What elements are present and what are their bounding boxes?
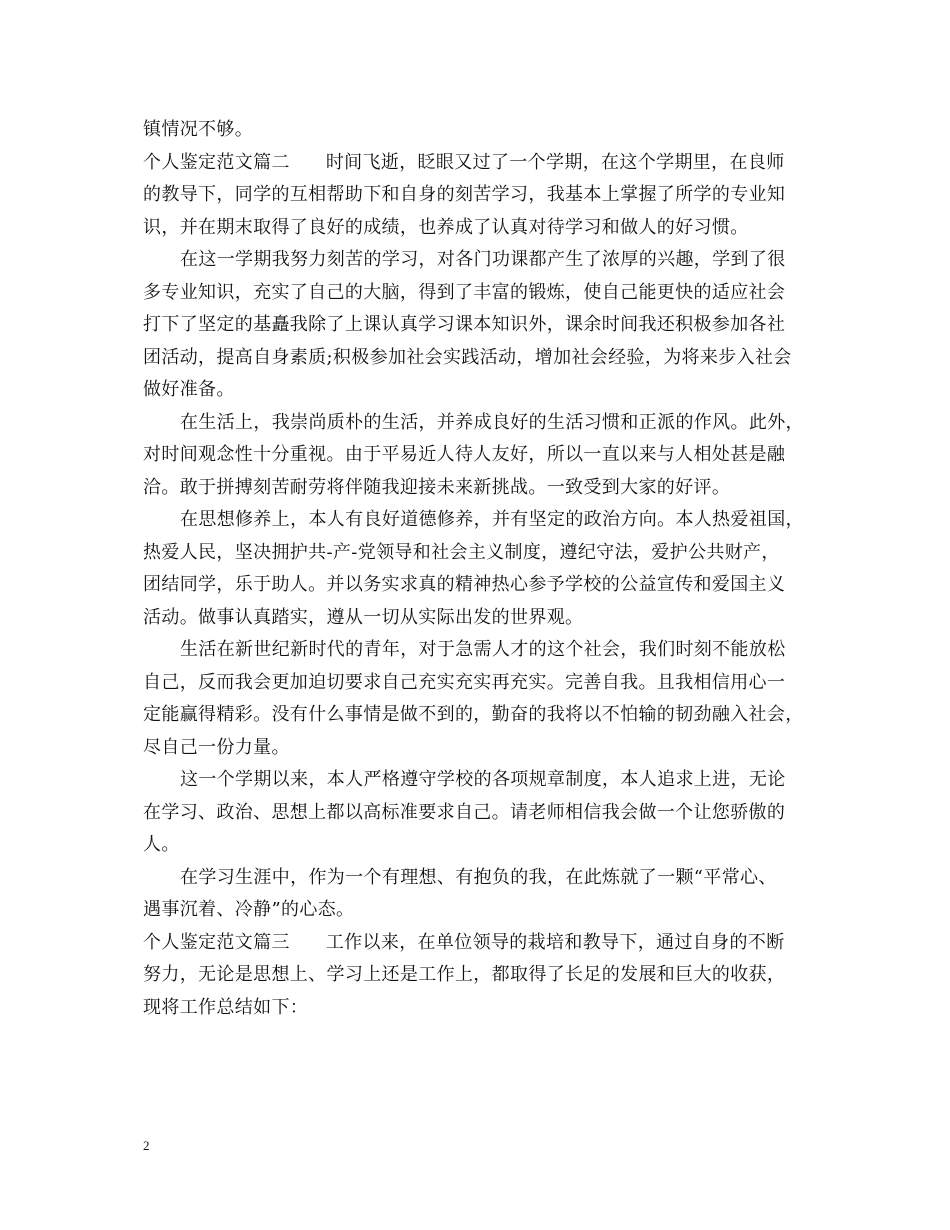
text-line: 识，并在期末取得了良好的成绩，也养成了认真对待学习和做人的好习惯。 (143, 216, 749, 238)
text-line: 自己，反而我会更加迫切要求自己充实充实再充实。完善自我。且我相信用心一 (143, 671, 786, 693)
paragraph-start-line: 生活在新世纪新时代的青年，对于急需人才的这个社会，我们时刻不能放松 (180, 639, 786, 660)
text-line: 活动。做事认真踏实，遵从一切从实际出发的世界观。 (143, 606, 584, 628)
section-text: 时间飞逝，眨眼又过了一个学期，在这个学期里，在良师 (325, 151, 785, 173)
document-body (143, 114, 808, 1024)
section-heading-line (143, 927, 808, 960)
text-line: 对时间观念性十分重视。由于平易近人待人友好，所以一直以来与人相处甚是融 (143, 444, 786, 465)
text-line: 现将工作总结如下： (143, 996, 309, 1018)
text-line: 团结同学，乐于助人。并以务实求真的精神热心参予学校的公益宣传和爱国主义 (143, 574, 786, 595)
text-line: 定能赢得精彩。没有什么事情是做不到的，勤奋的我将以不怕输的韧劲融入社会， (143, 704, 804, 725)
text-line: 多专业知识，充实了自己的大脑，得到了丰富的锻炼，使自己能更快的适应社会 (143, 281, 786, 303)
text-line: 的教导下，同学的互相帮助下和自身的刻苦学习，我基本上掌握了所学的专业知 (143, 184, 786, 205)
text-line: 尽自己一份力量。 (143, 736, 290, 758)
text-line: 洽。敢于拼搏刻苦耐劳将伴随我迎接未来新挑战。一致受到大家的好评。 (143, 476, 731, 498)
text-line: 在学习、政治、思想上都以高标准要求自己。请老师相信我会做一个让您骄傲的 (143, 801, 786, 823)
paragraph-start-line: 在思想修养上，本人有良好道德修养，并有坚定的政治方向。本人热爱祖国， (180, 509, 804, 530)
text-line: 热爱人民，坚决拥护共-产-党领导和社会主义制度，遵纪守法，爱护公共财产， (143, 541, 780, 563)
page-number: 2 (143, 1138, 150, 1153)
section-heading: 个人鉴定范文篇二 (143, 151, 290, 173)
text-line: 人。 (143, 834, 180, 855)
section-heading: 个人鉴定范文篇三 (143, 931, 290, 953)
paragraph-start-line: 在这一学期我努力刻苦的学习，对各门功课都产生了浓厚的兴趣，学到了很 (180, 249, 786, 270)
paragraph-start-line: 在生活上，我崇尚质朴的生活，并养成良好的生活习惯和正派的作风。此外， (180, 411, 804, 433)
text-line: 做好准备。 (143, 379, 235, 400)
text-line: 镇情况不够。 (143, 119, 254, 140)
section-text: 工作以来，在单位领导的栽培和教导下，通过自身的不断 (325, 931, 785, 953)
text-line: 打下了坚定的基矗我除了上课认真学习课本知识外，课余时间我还积极参加各社 (143, 314, 786, 335)
paragraph-start-line: 这一个学期以来，本人严格遵守学校的各项规章制度，本人追求上进，无论 (180, 769, 786, 790)
paragraph-start-line: 在学习生涯中，作为一个有理想、有抱负的我，在此炼就了一颗“平常心、 (180, 866, 777, 888)
section-heading-line (143, 147, 808, 180)
text-line: 努力，无论是思想上、学习上还是工作上，都取得了长足的发展和巨大的收获， (143, 964, 786, 985)
text-line: 遇事沉着、冷静”的心态。 (143, 899, 355, 920)
text-line: 团活动，提高自身素质;积极参加社会实践活动，增加社会经验，为将来步入社会 (143, 346, 792, 368)
